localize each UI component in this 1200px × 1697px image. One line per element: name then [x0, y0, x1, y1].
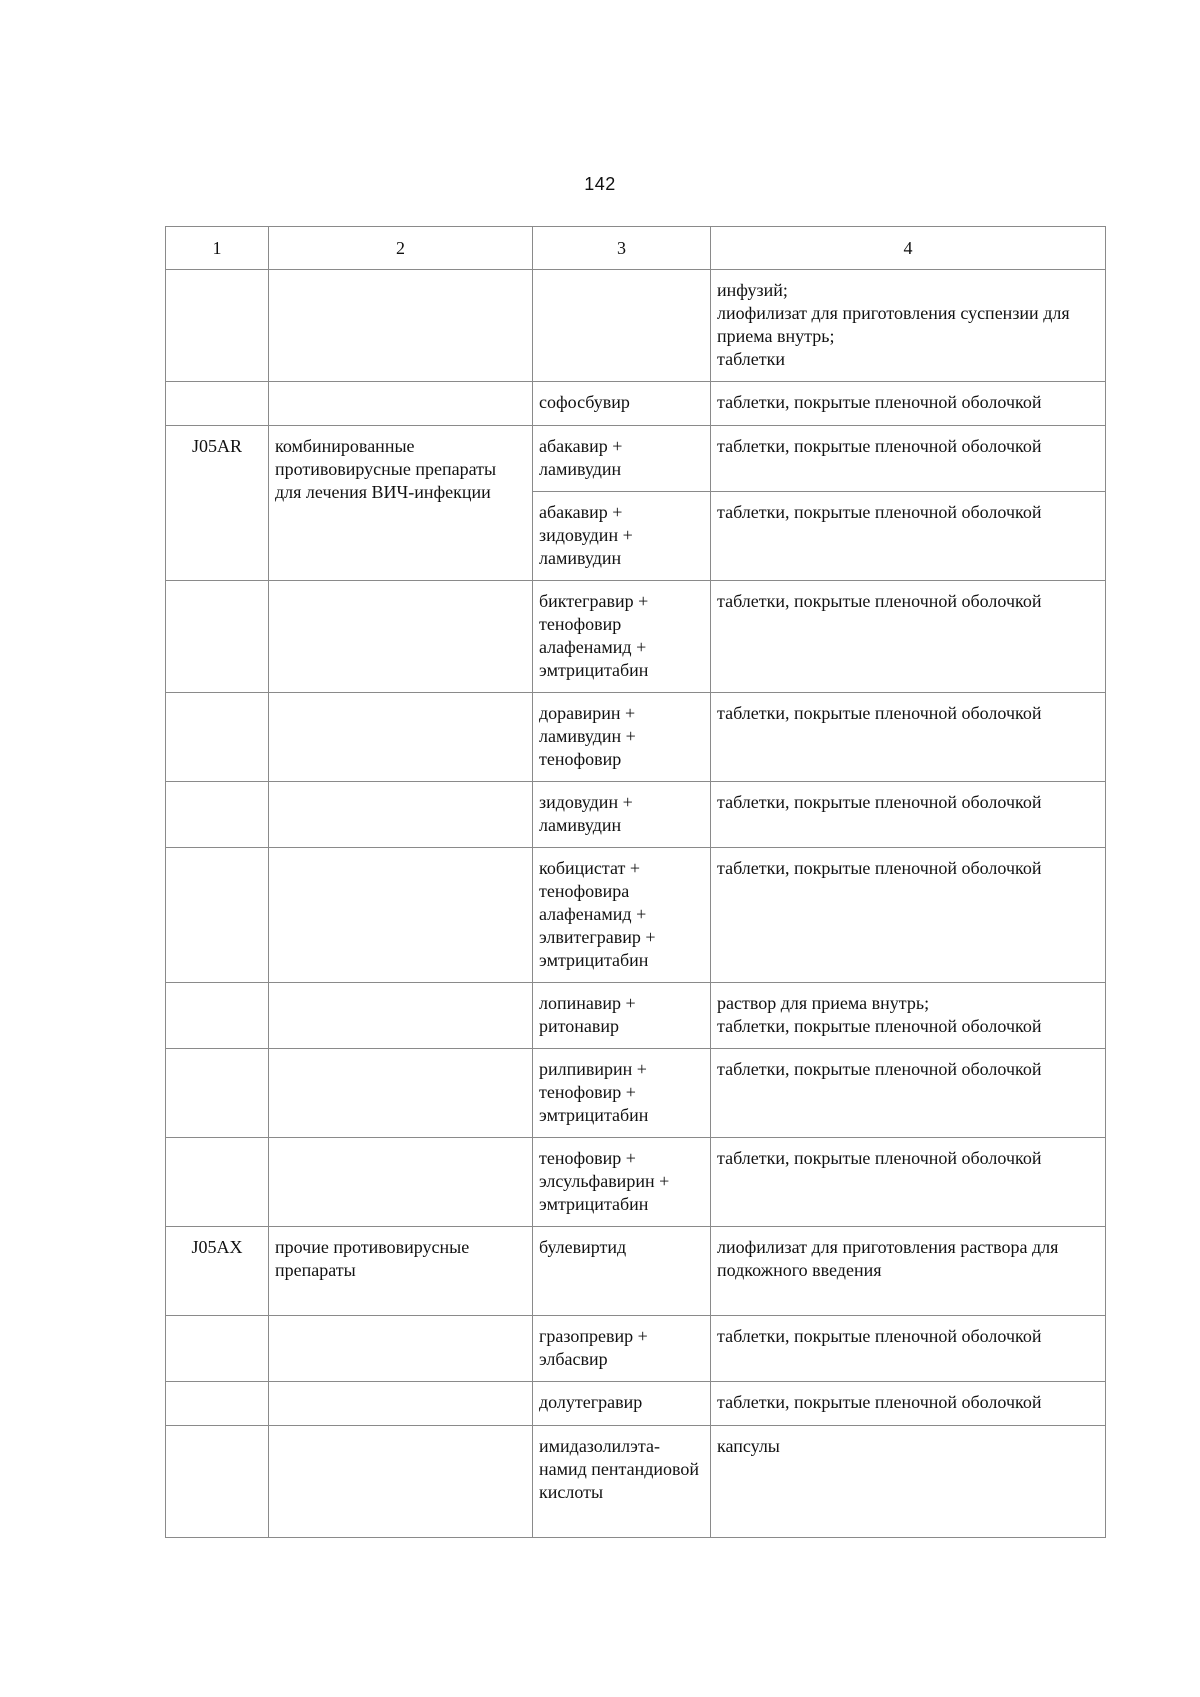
- drug-name-cell: долутегравир: [533, 1382, 711, 1426]
- group-name-cell: [269, 848, 533, 983]
- group-name-cell: [269, 693, 533, 782]
- drug-name-cell: зидовудин + ламивудин: [533, 782, 711, 848]
- dosage-form-cell: раствор для приема внутрь; таблетки, покрытые пленочной оболочкой: [711, 983, 1106, 1049]
- atc-code-cell: J05AX: [166, 1227, 269, 1316]
- column-header: 1: [166, 227, 269, 270]
- drug-name-cell: лопинавир + ритонавир: [533, 983, 711, 1049]
- dosage-form-cell: таблетки, покрытые пленочной оболочкой: [711, 1316, 1106, 1382]
- group-name-cell: [269, 1426, 533, 1538]
- page-number: 142: [584, 174, 616, 194]
- drug-name-cell: булевиртид: [533, 1227, 711, 1316]
- table-header-row: [166, 227, 1106, 270]
- dosage-form-cell: таблетки, покрытые пленочной оболочкой: [711, 848, 1106, 983]
- dosage-form-cell: таблетки, покрытые пленочной оболочкой: [711, 1049, 1106, 1138]
- drug-name-cell: [533, 270, 711, 382]
- atc-code-cell: [166, 1138, 269, 1227]
- drug-name-cell: имидазолилэта- намид пентандиовой кислоты: [533, 1426, 711, 1538]
- dosage-form-cell: таблетки, покрытые пленочной оболочкой: [711, 693, 1106, 782]
- table-row: [166, 1382, 1106, 1426]
- atc-code-cell: [166, 1426, 269, 1538]
- atc-code-cell: [166, 1382, 269, 1426]
- drug-name-cell: кобицистат + тенофовира алафенамид + элвитегравир + эмтрицитабин: [533, 848, 711, 983]
- dosage-form-cell: таблетки, покрытые пленочной оболочкой: [711, 426, 1106, 492]
- group-name-cell: [269, 270, 533, 382]
- table-row: [166, 1049, 1106, 1138]
- column-header: 2: [269, 227, 533, 270]
- drug-name-cell: тенофовир + элсульфавирин + эмтрицитабин: [533, 1138, 711, 1227]
- atc-code-cell: [166, 1049, 269, 1138]
- group-name-cell: [269, 782, 533, 848]
- drug-name-cell: абакавир + ламивудин: [533, 426, 711, 492]
- table-row: [166, 1138, 1106, 1227]
- dosage-form-cell: таблетки, покрытые пленочной оболочкой: [711, 782, 1106, 848]
- atc-code-cell: [166, 983, 269, 1049]
- group-name-cell: [269, 983, 533, 1049]
- group-name-cell: [269, 1382, 533, 1426]
- group-name-cell: [269, 581, 533, 693]
- dosage-form-cell: таблетки, покрытые пленочной оболочкой: [711, 581, 1106, 693]
- dosage-form-cell: таблетки, покрытые пленочной оболочкой: [711, 1138, 1106, 1227]
- table-row: [166, 1227, 1106, 1316]
- drug-name-cell: гразопревир + элбасвир: [533, 1316, 711, 1382]
- group-name-cell: [269, 382, 533, 426]
- drug-name-cell: софосбувир: [533, 382, 711, 426]
- column-header: 4: [711, 227, 1106, 270]
- drug-name-cell: абакавир + зидовудин + ламивудин: [533, 492, 711, 581]
- dosage-form-cell: капсулы: [711, 1426, 1106, 1538]
- dosage-form-cell: таблетки, покрытые пленочной оболочкой: [711, 1382, 1106, 1426]
- group-name-cell: [269, 1138, 533, 1227]
- atc-code-cell: [166, 270, 269, 382]
- table-row: [166, 270, 1106, 382]
- atc-code-cell: J05AR: [166, 426, 269, 581]
- group-name-cell: прочие противовирусные препараты: [269, 1227, 533, 1316]
- drug-name-cell: рилпивирин + тенофовир + эмтрицитабин: [533, 1049, 711, 1138]
- table-row: [166, 1426, 1106, 1538]
- table-row: [166, 1316, 1106, 1382]
- dosage-form-cell: лиофилизат для приготовления раствора для подкожного введения: [711, 1227, 1106, 1316]
- atc-code-cell: [166, 581, 269, 693]
- atc-code-cell: [166, 848, 269, 983]
- group-name-cell: комбинированные противовирусные препараты для лечения ВИЧ-инфекции: [269, 426, 533, 581]
- atc-code-cell: [166, 782, 269, 848]
- table-row: [166, 581, 1106, 693]
- dosage-form-cell: инфузий; лиофилизат для приготовления суспензии для приема внутрь; таблетки: [711, 270, 1106, 382]
- atc-code-cell: [166, 693, 269, 782]
- table-row: [166, 693, 1106, 782]
- drug-name-cell: биктегравир + тенофовир алафенамид + эмтрицитабин: [533, 581, 711, 693]
- dosage-form-cell: таблетки, покрытые пленочной оболочкой: [711, 382, 1106, 426]
- group-name-cell: [269, 1049, 533, 1138]
- table-row: [166, 382, 1106, 426]
- atc-code-cell: [166, 382, 269, 426]
- drug-name-cell: доравирин + ламивудин + тенофовир: [533, 693, 711, 782]
- table-row: [166, 983, 1106, 1049]
- table-row: [166, 426, 1106, 492]
- drug-table: [165, 226, 1106, 1538]
- atc-code-cell: [166, 1316, 269, 1382]
- group-name-cell: [269, 1316, 533, 1382]
- table-row: [166, 782, 1106, 848]
- column-header: 3: [533, 227, 711, 270]
- dosage-form-cell: таблетки, покрытые пленочной оболочкой: [711, 492, 1106, 581]
- table-row: [166, 848, 1106, 983]
